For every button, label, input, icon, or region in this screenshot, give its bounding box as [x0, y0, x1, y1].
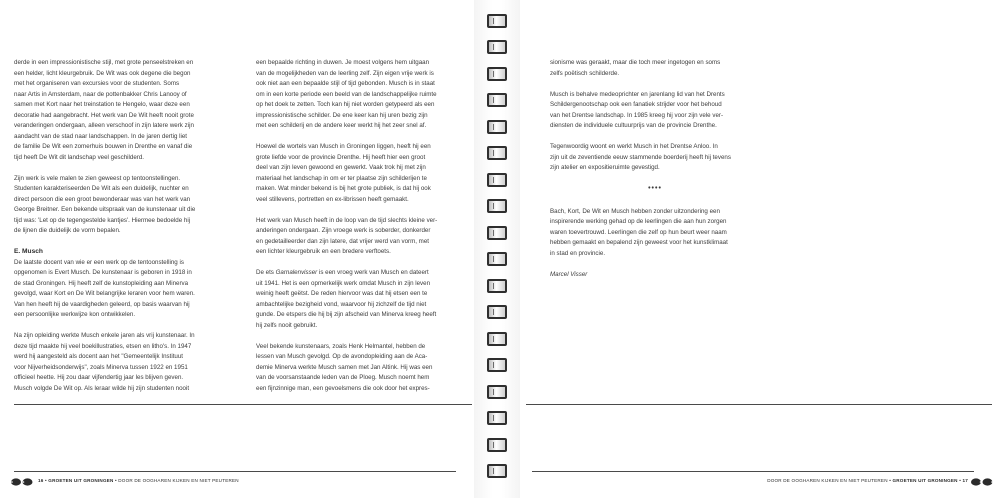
paragraph: Hoewel de wortels van Musch in Groningen liggen, heeft hij een grote liefde voor de provincie Drenthe. Hij heeft hier een groot deel van zijn leven gewoond en gewerkt. Vaak trok hij met zijn materiaal het landschap in om er ter plaatse zijn schilderijen te maken. Wat minder bekend is bij het grote publiek, is dat hij ook veel stillevens, portretten en ex-librissen heeft gemaakt.	[256, 143, 431, 203]
footer-divider	[532, 471, 974, 472]
paragraph: Het werk van Musch heeft in de loop van de tijd slechts kleine ver- anderingen ondergaan. Zijn vroege werk is soberder, donkerder en gedetailleerder dan zijn latere, dat vrijer werd van vorm, met een lichter kleurgebruik en een bredere verftoets.	[256, 216, 438, 255]
footer-subtitle: DOOR DE OOGHAREN KIJKEN EN NIET PEUTEREN	[767, 478, 888, 483]
paragraph: Na zijn opleiding werkte Musch enkele jaren als vrij kunstenaar. In deze tijd maakte hij veel boekillustraties, etsen en litho's. In 1947 werd hij aangesteld als docent aan het "Gemeentelijk Instituut voor Nijverheidsonderwijs", zoals Minerva tussen 1922 en 1951 officieel heette. Hij zou daar vijfendertig jaar les blijven geven. Musch volgde De Wit op. Als leraar wilde hij zijn studenten nooit	[14, 332, 195, 392]
binding-ring	[487, 146, 507, 160]
left-page-column-2	[256, 58, 468, 405]
paragraph: Musch is behalve medeoprichter en jarenlang lid van het Drents Schildergenootschap ook een fanatiek strijder voor het behoud van het Drentse landschap. In 1985 kreeg hij voor zijn vele ver- diensten de individuele cultuurprijs van de provincie Drenthe.	[550, 90, 725, 129]
page-number: 17	[962, 478, 968, 483]
hedgehog-logo-icon	[10, 476, 34, 486]
binding-ring	[487, 199, 507, 213]
right-page-column-1	[550, 58, 760, 291]
binding-ring	[487, 93, 507, 107]
paragraph: Veel bekende kunstenaars, zoals Henk Helmantel, hebben de lessen van Musch gevolgd. Op de avondopleiding aan de Aca- demie Minerva werkte Musch samen met Jan Altink. Hij was een van de voorsanstaande leden van de Ploeg. Musch noemt hem een fijnzinnige man, een gevoelsmens die ook door het expres-	[256, 342, 433, 392]
left-footer	[38, 478, 239, 484]
text-run: is een vroeg werk van Musch en dateert uit 1941. Het is een opmerkelijk werk omdat Musch in zijn leven weinig heeft geëtst. De reden hiervoor was dat hij etsen een te ambachtelijke bezigheid vond, waarvoor hij zichzelf de tijd niet gunde. De etspers die hij bij zijn afscheid van Minerva kreeg heeft hij zelfs nooit gebruikt.	[256, 269, 437, 329]
artwork-title: Garnalenvisser	[275, 269, 318, 276]
binding-ring	[487, 358, 507, 372]
bullet: •	[114, 478, 119, 483]
binding-ring	[487, 464, 507, 478]
binding-ring	[487, 438, 507, 452]
section-heading-musch: E. Musch	[14, 248, 43, 255]
author-signature: Marcel Visser	[550, 270, 588, 278]
binding-ring	[487, 305, 507, 319]
right-page	[520, 0, 998, 498]
divider	[14, 404, 472, 405]
paragraph: derde in een impressionistische stijl, met grote penseelstreken en een helder, licht kleurgebruik. De Wit was ook degene die begon met het organiseren van excursies voor de studenten. Soms naar Artis in Amsterdam, naar de pottenbakker Chris Lanooy of samen met Kort naar het treinstation te Hengelo, waar deze een decoratie had aangebracht. Het werk van De Wit heeft nooit grote veranderingen ondergaan, alleen verschoof in zijn latere werk zijn aandacht van de stad naar landschappen. In de jaren dertig liet de familie De Wit een zomerhuis bouwen in Drenthe en vanaf die tijd heeft De Wit dit landschap veel geschilderd.	[14, 59, 194, 161]
left-page	[0, 0, 474, 498]
bullet: •	[959, 478, 963, 483]
binding-ring	[487, 252, 507, 266]
page-number: 16	[38, 478, 44, 483]
binding-ring	[487, 120, 507, 134]
text-run: De ets	[256, 269, 276, 276]
binding-ring	[487, 226, 507, 240]
paragraph	[256, 268, 468, 331]
section-separator: ••••	[648, 185, 662, 192]
divider	[526, 404, 992, 405]
binding-ring	[487, 332, 507, 346]
binding-ring	[487, 40, 507, 54]
footer-title: GROETEN UIT GRONINGEN	[892, 478, 958, 483]
binding-ring	[487, 411, 507, 425]
right-footer	[767, 478, 968, 484]
binding-ring	[487, 385, 507, 399]
binding-ring	[487, 14, 507, 28]
paragraph: De laatste docent van wie er een werk op de tentoonstelling is opgenomen is Evert Musch. De kunstenaar is geboren in 1918 in de stad Groningen. Hij heeft zelf de kunstopleiding aan Minerva gevolgd, waar Kort en De Wit belangrijke leraren voor hem waren. Van hen heeft hij de vaardigheden geleerd, op basis waarvan hij een persoonlijke werkwijze kon ontwikkelen.	[14, 258, 195, 318]
footer-subtitle: DOOR DE OOGHAREN KIJKEN EN NIET PEUTEREN	[118, 478, 239, 483]
hedgehog-logo-icon	[970, 476, 994, 486]
binding-ring	[487, 279, 507, 293]
paragraph: Zijn werk is vele malen te zien geweest op tentoonstellingen. Studenten karakteriseerden De Wit als een duidelijk, nuchter en direct persoon die een groot bewonderaar was van het werk van George Breitner. Een bekende uitspraak van de kunstenaar uit die tijd was: 'Let op de tegengestelde kantjes'. Hiermee bedoelde hij de lijnen die duidelijk de vorm bepalen.	[14, 174, 196, 234]
paragraph: een bepaalde richting in duwen. Je moest volgens hem uitgaan van de mogelijkheden van de leerling zelf. Zijn eigen vrije werk is ook niet aan een bepaalde stijl of tijd gebonden. Musch is in staat om in een korte periode een beeld van de landschappelijke ruimte op het doek te zetten. Toch kan hij niet worden getypeerd als een impressionistische schilder. De ene keer kan hij uren bezig zijn met een schilderij en de andere keer werkt hij het zeer snel af.	[256, 59, 437, 129]
footer-divider	[14, 471, 456, 472]
footer-title: GROETEN UIT GRONINGEN	[48, 478, 114, 483]
paragraph: sionisme was geraakt, maar die toch meer ingetogen en soms zelfs poëtisch schilderde.	[550, 59, 721, 77]
bullet: •	[45, 478, 49, 483]
binding-ring	[487, 173, 507, 187]
paragraph: Bach, Kort, De Wit en Musch hebben zonder uitzondering een inspirerende werking gehad op de leerlingen die aan hun zorgen waren toevertrouwd. Leerlingen die zelf op hun beurt weer naam hebben gemaakt en bepalend zijn geweest voor het kunstklimaat in stad en provincie.	[550, 207, 728, 257]
left-page-column-1	[14, 58, 238, 405]
bullet: •	[889, 478, 893, 483]
binding-ring	[487, 67, 507, 81]
paragraph: Tegenwoordig woont en werkt Musch in het Drentse Anloo. In zijn uit de zeventiende eeuw stammende boerderij heeft hij tevens zijn atelier en expositieruimte gevestigd.	[550, 143, 731, 171]
